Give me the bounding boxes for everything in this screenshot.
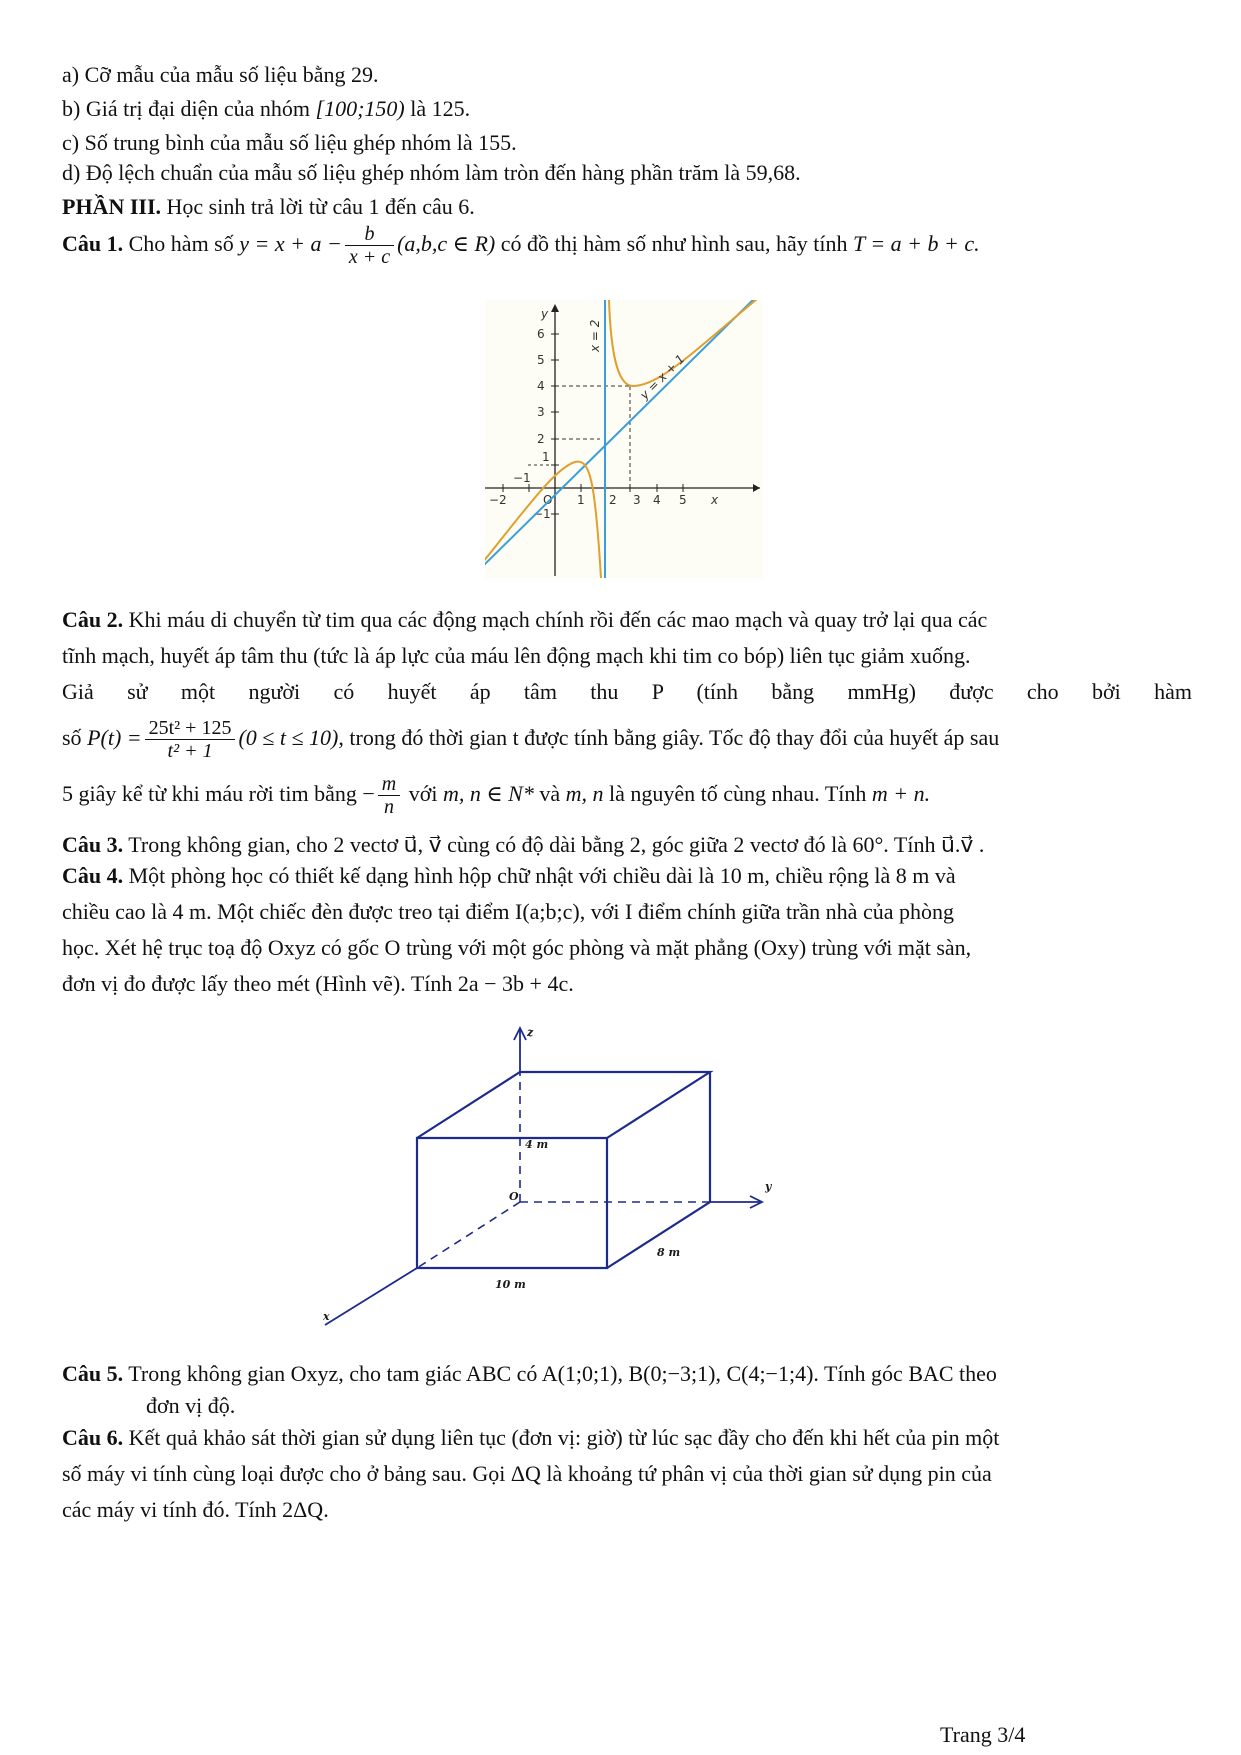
item-b xyxy=(62,96,470,122)
q2-target: m + n. xyxy=(871,781,931,806)
box-front-face xyxy=(417,1138,607,1268)
label-x-eq-2: x = 2 xyxy=(588,319,602,352)
y-axis-label: y xyxy=(541,307,549,321)
q2-ans-num: m xyxy=(378,773,400,796)
q1-formula-pre: y = x + a − xyxy=(239,231,342,256)
x-axis-3d xyxy=(325,1268,417,1325)
q5-line2: đơn vị độ. xyxy=(146,1393,236,1418)
q2-l4-pre: số xyxy=(62,725,88,750)
q1-target: T = a + b + c. xyxy=(853,231,980,256)
x-tick-4: 4 xyxy=(653,493,661,507)
box-length-label: 10 m xyxy=(495,1278,526,1291)
q6-label: Câu 6. xyxy=(62,1425,124,1450)
x-tick-neg2: −2 xyxy=(489,493,507,507)
x-arrow xyxy=(753,484,760,492)
x-axis-label: x xyxy=(711,493,719,507)
q3-label: Câu 3. xyxy=(62,832,124,857)
part3-title: PHẦN III. xyxy=(62,194,162,219)
item-b-post: là 125. xyxy=(404,96,471,121)
q2-mn: m, n xyxy=(565,781,604,806)
box-height-label: 4 m xyxy=(525,1138,549,1151)
curve-right-branch xyxy=(609,294,763,386)
q4-line2: chiều cao là 4 m. Một chiếc đèn được treo tại điểm I(a;b;c), với I điểm chính giữa trần nhà của phòng xyxy=(62,899,954,924)
q4-line4: đơn vị đo được lấy theo mét (Hình vẽ). Tính 2a − 3b + 4c. xyxy=(62,971,574,996)
q2-label: Câu 2. xyxy=(62,607,124,632)
q2-ans-den: n xyxy=(383,796,394,819)
q6-block xyxy=(62,1420,1192,1528)
q4-block xyxy=(62,858,1192,1002)
box-right-face xyxy=(607,1072,710,1268)
q1-fraction xyxy=(345,223,394,268)
x-tick-2: 2 xyxy=(609,493,617,507)
q2-fn-frac xyxy=(145,717,236,762)
item-b-pre: b) Giá trị đại diện của nhóm xyxy=(62,96,316,121)
q1-label: Câu 1. xyxy=(62,231,124,256)
q2-line5: 5 giây kể từ khi máu rời tim bằng − $\frac{m}{n}$ với m, n ∈ N* và m, n là nguyên tố cùng nhau. Tính m + n. xyxy=(62,773,931,819)
q2-block xyxy=(62,602,1192,822)
y-tick-neg1: −1 xyxy=(533,507,551,521)
item-c: c) Số trung bình của mẫu số liệu ghép nhóm là 155. xyxy=(62,130,517,155)
x-tick-5: 5 xyxy=(679,493,687,507)
q2-l5-pre: 5 giây kể từ khi máu rời tim bằng xyxy=(62,781,363,806)
q2-fn-num: 25t² + 125 xyxy=(145,717,236,740)
box-y-label: y xyxy=(765,1180,772,1193)
y-tick-4: 4 xyxy=(537,379,545,393)
q5-block xyxy=(62,1356,1192,1420)
part3-heading xyxy=(62,194,475,220)
q1-frac-num: b xyxy=(345,223,394,246)
q2-cond: m, n ∈ N* xyxy=(442,781,534,806)
box-z-label: z xyxy=(527,1026,534,1039)
q6-line1 xyxy=(62,1420,1192,1456)
page-footer: Trang 3/4 xyxy=(940,1722,1026,1747)
part3-desc: Học sinh trả lời từ câu 1 đến câu 6. xyxy=(161,194,475,219)
q2-fn: P(t) = xyxy=(87,725,142,750)
y-tick-5: 5 xyxy=(537,353,545,367)
q2-l5-post: là nguyên tố cùng nhau. Tính xyxy=(603,781,872,806)
q4-line3: học. Xét hệ trục toạ độ Oxyz có gốc O trùng với một góc phòng và mặt phẳng (Oxy) trùng với mặt sàn, xyxy=(62,935,972,960)
origin-label: O xyxy=(543,493,553,507)
q1-frac-den: x + c xyxy=(348,246,391,269)
q1-pre: Cho hàm số xyxy=(123,231,240,256)
item-d: d) Độ lệch chuẩn của mẫu số liệu ghép nhóm làm tròn đến hàng phần trăm là 59,68. xyxy=(62,160,801,185)
q2-l5-mid2: và xyxy=(533,781,566,806)
box-svg xyxy=(323,1020,845,1350)
q2-line4 xyxy=(62,710,1192,766)
q4-line1 xyxy=(62,858,1192,894)
q3-body: Trong không gian, cho 2 vectơ u⃗, v⃗ cùng có độ dài bằng 2, góc giữa 2 vectơ đó là 60°. Tính u⃗.v⃗ . xyxy=(123,832,985,857)
q2-l4-post: , trong đó thời gian t được tính bằng giây. Tốc độ thay đổi của huyết áp sau xyxy=(338,725,1000,750)
box-origin-label: O xyxy=(509,1190,519,1203)
q2-line3: Giả sử một người có huyết áp tâm thu P (tính bằng mmHg) được cho bởi hàm xyxy=(62,679,1192,704)
q6-l1: Kết quả khảo sát thời gian sử dụng liên tục (đơn vị: giờ) từ lúc sạc đầy cho đến khi hết của pin một xyxy=(123,1425,1000,1450)
y-tick-1: 1 xyxy=(542,450,550,464)
q4-label: Câu 4. xyxy=(62,863,124,888)
box-width-label: 8 m xyxy=(657,1246,681,1259)
function-graph xyxy=(485,300,763,578)
asymptote-oblique xyxy=(483,290,763,566)
q2-fn-dom: (0 ≤ t ≤ 10) xyxy=(238,725,339,750)
q2-ans-frac xyxy=(378,773,400,818)
q3-text xyxy=(62,832,984,858)
y-tick-6: 6 xyxy=(537,327,545,341)
q5-l1: Trong không gian Oxyz, cho tam giác ABC có A(1;0;1), B(0;−3;1), C(4;−1;4). Tính góc BAC theo xyxy=(123,1361,997,1386)
x-tick-3: 3 xyxy=(633,493,641,507)
x-tick-1: 1 xyxy=(577,493,585,507)
item-b-interval: [100;150) xyxy=(315,96,405,121)
y-arrow xyxy=(551,304,559,312)
y-tick-3: 3 xyxy=(537,405,545,419)
q5-label: Câu 5. xyxy=(62,1361,124,1386)
q2-line1 xyxy=(62,602,1192,638)
q2-l5-mid: với xyxy=(403,781,443,806)
q6-line2: số máy vi tính cùng loại được cho ở bảng sau. Gọi ΔQ là khoảng tứ phân vị của thời gian sử dụng pin của xyxy=(62,1461,992,1486)
graph-svg xyxy=(485,300,763,578)
item-a: a) Cỡ mẫu của mẫu số liệu bằng 29. xyxy=(62,62,379,87)
box-top-face xyxy=(417,1072,710,1138)
room-box-figure xyxy=(323,1020,845,1350)
hidden-edge-x xyxy=(417,1202,520,1268)
q2-line2: tĩnh mạch, huyết áp tâm thu (tức là áp lực của máu lên động mạch khi tim co bóp) liên tục giảm xuống. xyxy=(62,643,971,668)
q1-post: có đồ thị hàm số như hình sau, hãy tính xyxy=(495,231,853,256)
q1-text xyxy=(62,222,980,268)
q2-l1: Khi máu di chuyển từ tim qua các động mạch chính rồi đến các mao mạch và quay trở lại qua các xyxy=(123,607,988,632)
q4-l1: Một phòng học có thiết kế dạng hình hộp chữ nhật với chiều dài là 10 m, chiều rộng là 8 m và xyxy=(123,863,956,888)
q6-line3: các máy vi tính đó. Tính 2ΔQ. xyxy=(62,1497,329,1522)
label-y-eq-x-plus-1: y = x + 1 xyxy=(637,351,688,403)
y-tick-2: 2 xyxy=(537,432,545,446)
q2-fn-den: t² + 1 xyxy=(167,740,213,763)
x-tick-neg1: −1 xyxy=(513,471,531,485)
box-x-label: x xyxy=(323,1310,330,1323)
q5-line1 xyxy=(62,1356,1192,1392)
q1-formula-post: (a,b,c ∈ R) xyxy=(397,231,496,256)
